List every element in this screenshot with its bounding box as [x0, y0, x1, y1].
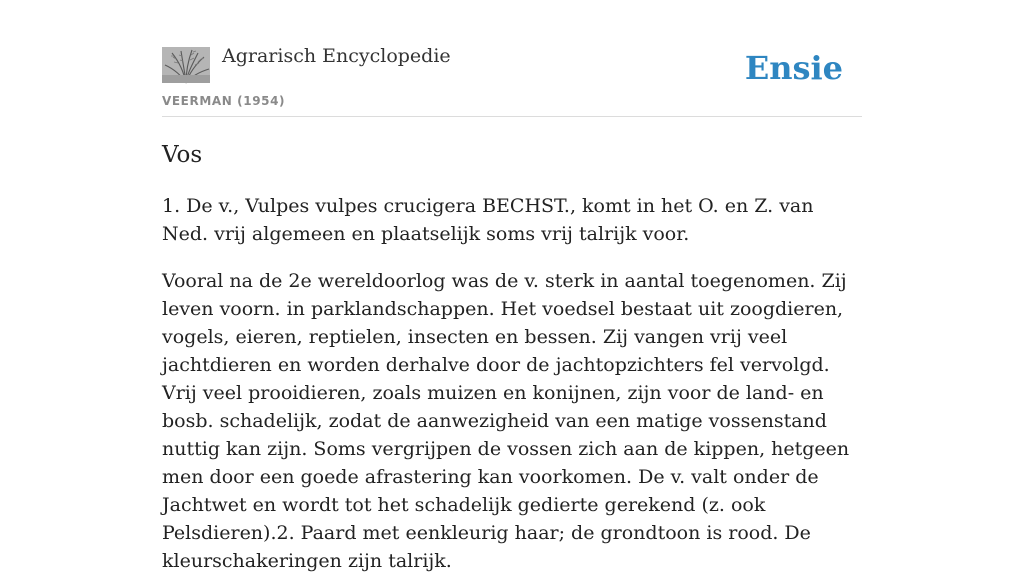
article-body [162, 138, 862, 575]
article-paragraph: 1. De v., Vulpes vulpes crucigera BECHST., komt in het O. en Z. van Ned. vrij algemeen en plaatselijk soms vrij talrijk voor. [162, 195, 814, 245]
grass-logo-icon[interactable] [162, 47, 210, 83]
article-title: Vos [162, 142, 203, 168]
brand-logo-link[interactable]: Ensie [744, 49, 843, 87]
source-title[interactable]: Agrarisch Encyclopedie [222, 45, 451, 67]
article-paragraph: Vooral na de 2e wereldoorlog was de v. sterk in aantal toegenomen. Zij leven voorn. in parklandschappen. Het voedsel bestaat uit zoogdieren, vogels, eieren, reptielen, insecten en bessen. Zij vangen vrij veel jachtdieren en worden derhalve door de jachtopzichters fel vervolgd. Vrij veel prooidieren, zoals muizen en konijnen, zijn voor de land- en bosb. schadelijk, zodat de aanwezigheid van een matige vossenstand nuttig kan zijn. Soms vergrijpen de vossen zich aan de kippen, hetgeen men door een goede afrastering kan voorkomen. De v. valt onder de Jachtwet en wordt tot het schadelijk gedierte gerekend (z. ook Pelsdieren).2. Paard met eenkleurig haar; de grondtoon is rood. De kleurschakeringen zijn talrijk. [162, 270, 850, 572]
source-header [162, 44, 862, 117]
source-author[interactable]: VEERMAN (1954) [162, 94, 286, 108]
